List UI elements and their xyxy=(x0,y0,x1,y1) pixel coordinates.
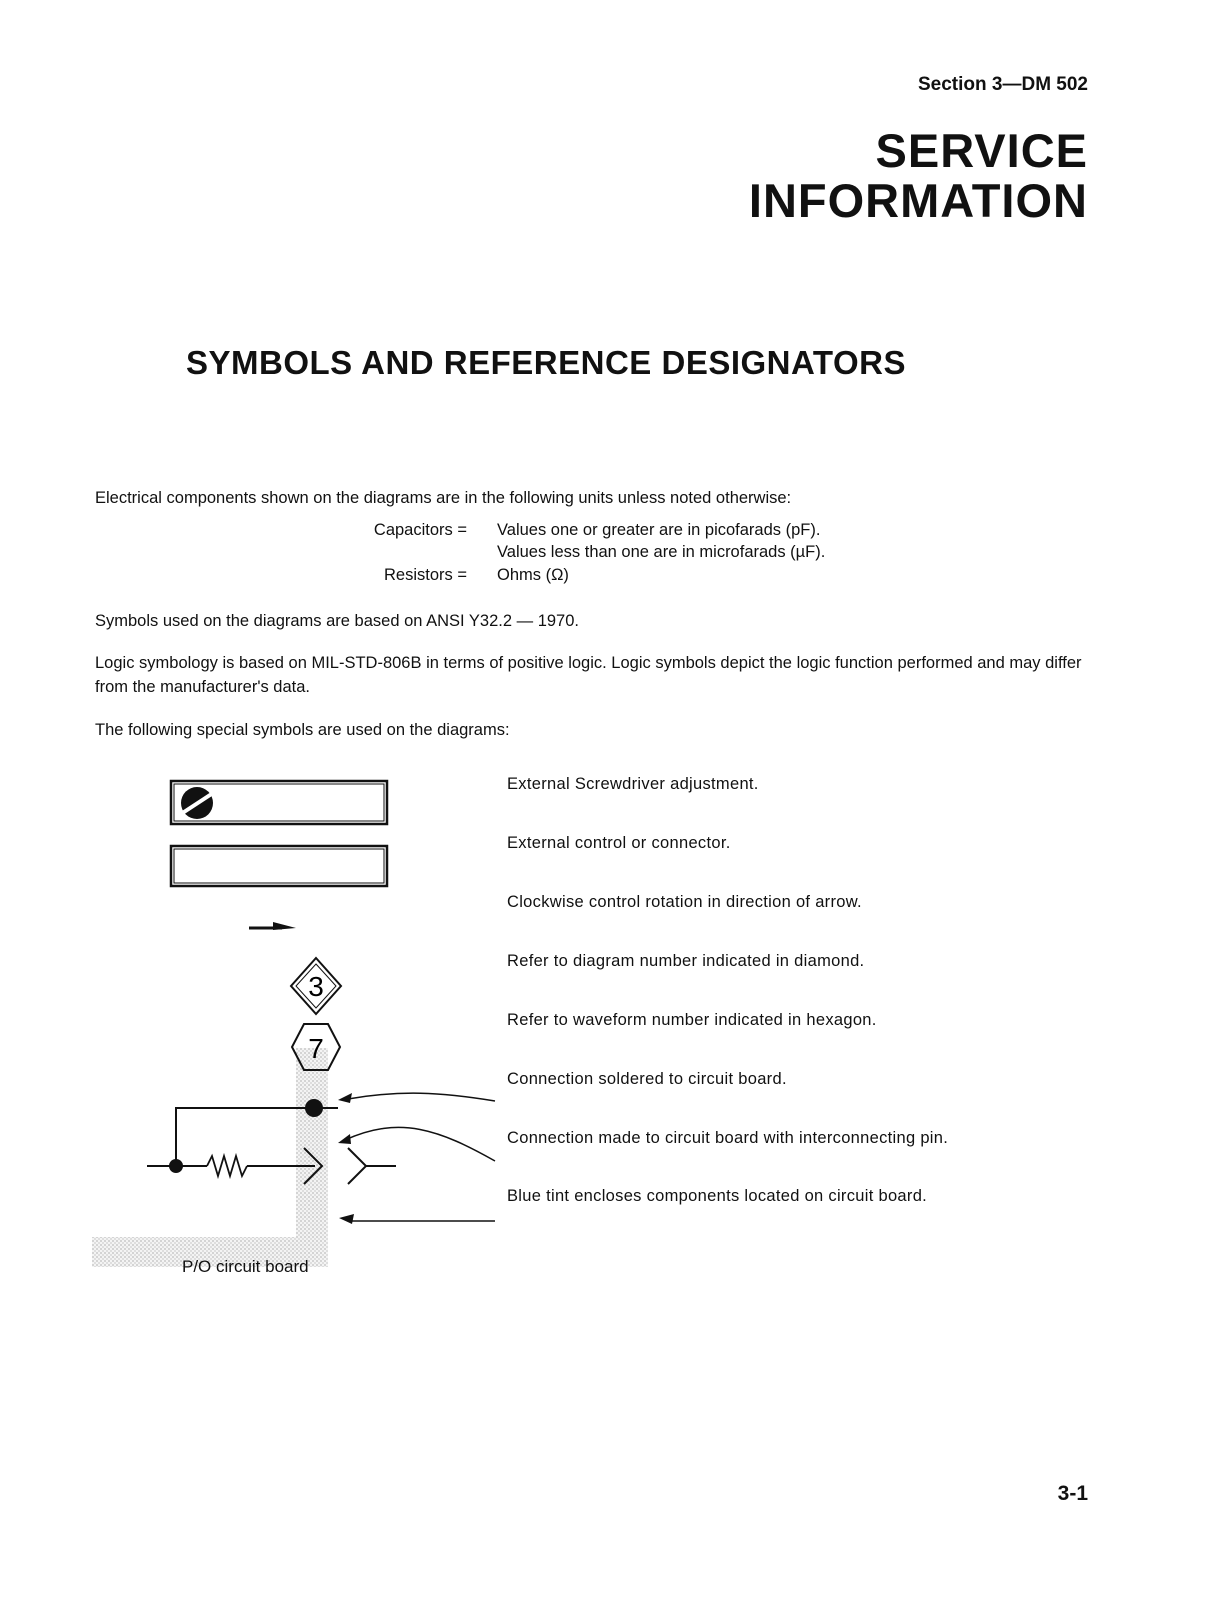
schematic-example xyxy=(147,1108,396,1184)
section-subtitle: SYMBOLS AND REFERENCE DESIGNATORS xyxy=(186,344,906,381)
hexagon-number: 7 xyxy=(308,1033,324,1064)
legend-screwdriver: External Screwdriver adjustment. xyxy=(507,775,759,793)
page-title-line-2: INFORMATION xyxy=(748,174,1088,227)
resistors-value: Ohms (Ω) xyxy=(497,566,569,584)
circuit-board-tint xyxy=(92,1048,328,1267)
legend-blue-tint: Blue tint encloses components located on circuit board. xyxy=(507,1187,928,1205)
leader-arrow-tint xyxy=(339,1214,495,1224)
special-symbols-intro: The following special symbols are used on the diagrams: xyxy=(95,721,510,739)
capacitors-label: Capacitors = xyxy=(373,521,467,539)
legend-pin: Connection made to circuit board with interconnecting pin. xyxy=(507,1129,949,1147)
soldered-connection-dot xyxy=(305,1099,323,1117)
board-label: P/O circuit board xyxy=(182,1257,309,1276)
clockwise-arrow-icon xyxy=(249,922,296,930)
capacitors-value-1: Values one or greater are in picofarads (pF). xyxy=(497,521,821,539)
logic-paragraph: Logic symbology is based on MIL-STD-806B in terms of positive logic. Logic symbols depict the logic function performed and may differ from the manufacturer's data. xyxy=(95,654,1082,696)
leader-arrow-pin xyxy=(338,1127,495,1161)
resistors-label: Resistors = xyxy=(384,566,467,584)
external-control-icon xyxy=(171,846,387,886)
junction-dot xyxy=(169,1159,183,1173)
capacitors-value-2: Values less than one are in microfarads (µF). xyxy=(497,543,826,561)
legend-hexagon: Refer to waveform number indicated in hexagon. xyxy=(507,1011,877,1029)
ansi-paragraph: Symbols used on the diagrams are based on ANSI Y32.2 — 1970. xyxy=(95,612,579,630)
legend-diamond: Refer to diagram number indicated in diamond. xyxy=(507,952,865,970)
legend-clockwise: Clockwise control rotation in direction of arrow. xyxy=(507,893,862,911)
page-number: 3-1 xyxy=(1057,1482,1088,1505)
diamond-number: 3 xyxy=(308,971,324,1002)
legend-soldered: Connection soldered to circuit board. xyxy=(507,1070,787,1088)
legend-external-control: External control or connector. xyxy=(507,834,731,852)
units-intro: Electrical components shown on the diagrams are in the following units unless noted otherwise: xyxy=(95,489,792,507)
diamond-icon xyxy=(291,958,341,1014)
page-title-line-1: SERVICE xyxy=(875,124,1088,177)
screwdriver-adjustment-icon xyxy=(171,781,387,824)
leader-arrow-soldered xyxy=(338,1093,495,1103)
section-header: Section 3—DM 502 xyxy=(918,74,1088,95)
